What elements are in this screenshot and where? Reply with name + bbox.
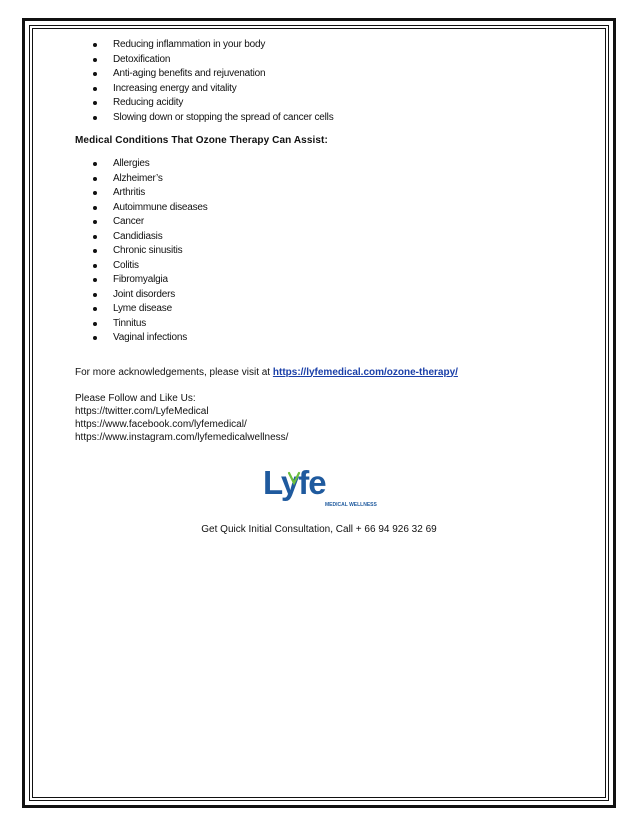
bullet-icon xyxy=(93,235,97,239)
list-item: Joint disorders xyxy=(75,288,575,303)
list-item: Tinnitus xyxy=(75,317,575,332)
bullet-icon xyxy=(93,43,97,47)
bullet-icon xyxy=(93,322,97,326)
list-item: Colitis xyxy=(75,259,575,274)
list-item: Vaginal infections xyxy=(75,331,575,346)
bullet-icon xyxy=(93,278,97,282)
list-item: Slowing down or stopping the spread of cancer cells xyxy=(75,111,575,126)
bullet-icon xyxy=(93,87,97,91)
list-item: Allergies xyxy=(75,157,575,172)
list-item: Cancer xyxy=(75,215,575,230)
lyfe-logo xyxy=(261,464,381,510)
bullet-icon xyxy=(93,177,97,181)
document-content xyxy=(75,38,575,444)
conditions-heading: Medical Conditions That Ozone Therapy Can Assist: xyxy=(75,135,328,146)
follow-section xyxy=(75,392,575,444)
acknowledgements-line xyxy=(75,366,575,379)
instagram-link[interactable]: https://www.instagram.com/lyfemedicalwellness/ xyxy=(75,431,289,443)
list-item: Alzheimer’s xyxy=(75,172,575,187)
conditions-list xyxy=(75,157,575,346)
ozone-therapy-link[interactable]: https://lyfemedical.com/ozone-therapy/ xyxy=(272,366,458,378)
list-item: Fibromyalgia xyxy=(75,273,575,288)
bullet-icon xyxy=(93,264,97,268)
benefits-list xyxy=(75,38,575,125)
logo-wordmark: Lyfe xyxy=(263,464,326,501)
consultation-line: Get Quick Initial Consultation, Call + 66 94 926 32 69 xyxy=(201,524,437,535)
bullet-icon xyxy=(93,336,97,340)
list-item: Candidiasis xyxy=(75,230,575,245)
twitter-link[interactable]: https://twitter.com/LyfeMedical xyxy=(75,405,209,417)
bullet-icon xyxy=(93,191,97,195)
bullet-icon xyxy=(93,206,97,210)
bullet-icon xyxy=(93,249,97,253)
logo-tagline: MEDICAL WELLNESS xyxy=(325,502,377,508)
list-item: Chronic sinusitis xyxy=(75,244,575,259)
bullet-icon xyxy=(93,307,97,311)
bullet-icon xyxy=(93,116,97,120)
bullet-icon xyxy=(93,293,97,297)
follow-heading: Please Follow and Like Us: xyxy=(75,392,196,404)
bullet-icon xyxy=(93,72,97,76)
bullet-icon xyxy=(93,162,97,166)
acknowledgements-text: For more acknowledgements, please visit at xyxy=(75,366,271,378)
list-item: Lyme disease xyxy=(75,302,575,317)
list-item: Detoxification xyxy=(75,53,575,68)
facebook-link[interactable]: https://www.facebook.com/lyfemedical/ xyxy=(75,418,247,430)
bullet-icon xyxy=(93,58,97,62)
list-item: Reducing inflammation in your body xyxy=(75,38,575,53)
list-item: Increasing energy and vitality xyxy=(75,82,575,97)
bullet-icon xyxy=(93,220,97,224)
bullet-icon xyxy=(93,101,97,105)
list-item: Arthritis xyxy=(75,186,575,201)
list-item: Autoimmune diseases xyxy=(75,201,575,216)
list-item: Anti-aging benefits and rejuvenation xyxy=(75,67,575,82)
list-item: Reducing acidity xyxy=(75,96,575,111)
